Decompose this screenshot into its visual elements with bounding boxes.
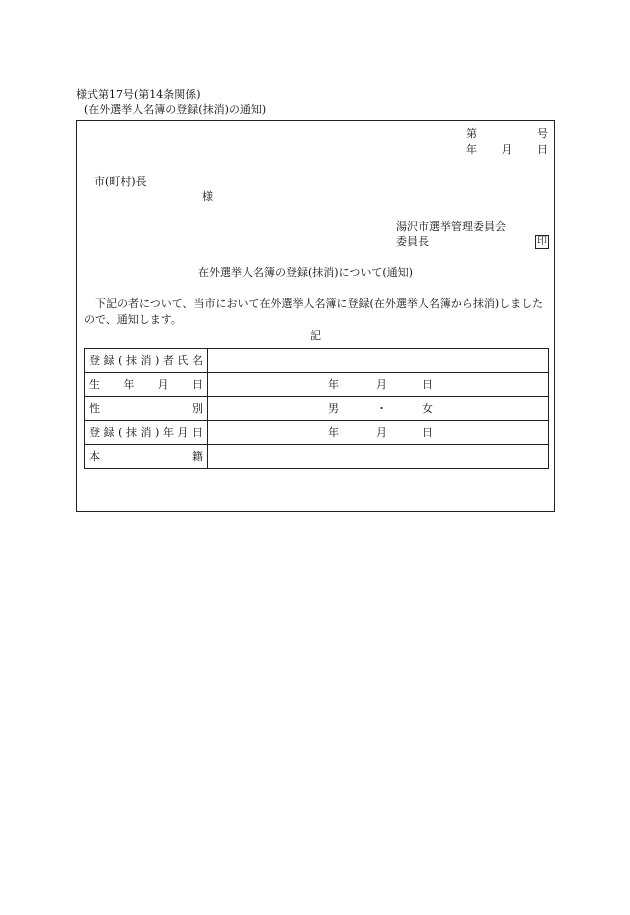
- sender-position: 委員長: [396, 235, 429, 248]
- sex-value[interactable]: [208, 397, 549, 421]
- table-row: [85, 373, 549, 397]
- recipient-title: 市(町村)長: [94, 175, 147, 188]
- date-day: 日: [537, 143, 548, 156]
- number-suffix: 号: [537, 127, 548, 140]
- birthdate-label: 生 年 月 日: [85, 373, 208, 397]
- seal-mark: [535, 235, 549, 249]
- document-number: [466, 128, 548, 139]
- sex-male-option[interactable]: 男: [328, 402, 339, 415]
- date-month: 月: [501, 143, 513, 156]
- table-row: [85, 445, 549, 469]
- name-value[interactable]: [208, 349, 549, 373]
- name-label: 登 録 ( 抹 消 ) 者 氏 名: [85, 349, 208, 373]
- form-number: 様式第17号(第14条関係): [76, 88, 201, 101]
- birthdate-value[interactable]: [208, 373, 549, 397]
- notice-body: 下記の者について、当市において在外選挙人名簿に登録(在外選挙人名簿から抹消)しましたので、通知します。: [84, 297, 544, 326]
- ki-mark: 記: [310, 329, 321, 342]
- notice-title: 在外選挙人名簿の登録(抹消)について(通知): [198, 266, 413, 279]
- date-year: 年: [466, 143, 477, 156]
- domicile-value[interactable]: [208, 445, 549, 469]
- form-title: (在外選挙人名簿の登録(抹消)の通知): [84, 103, 267, 116]
- document-date: [466, 144, 548, 155]
- number-prefix: 第: [466, 127, 477, 140]
- reg-day-unit: 日: [422, 426, 433, 439]
- registration-date-label: 登 録 ( 抹 消 ) 年 月 日: [85, 421, 208, 445]
- recipient-honorific: 様: [202, 190, 213, 203]
- birth-year-unit: 年: [328, 378, 339, 391]
- domicile-label: 本 籍: [85, 445, 208, 469]
- table-row: [85, 421, 549, 445]
- birth-month-unit: 月: [376, 378, 387, 391]
- birth-day-unit: 日: [422, 378, 433, 391]
- reg-month-unit: 月: [376, 426, 387, 439]
- sex-separator: ・: [376, 402, 387, 415]
- table-row: [85, 397, 549, 421]
- sex-female-option[interactable]: 女: [422, 402, 433, 415]
- seal-stamp: 印: [537, 236, 547, 247]
- sender-organization: 湯沢市選挙管理委員会: [396, 220, 506, 233]
- registration-table: [84, 348, 549, 469]
- sex-label: 性 別: [85, 397, 208, 421]
- table-row: [85, 349, 549, 373]
- registration-date-value[interactable]: [208, 421, 549, 445]
- reg-year-unit: 年: [328, 426, 339, 439]
